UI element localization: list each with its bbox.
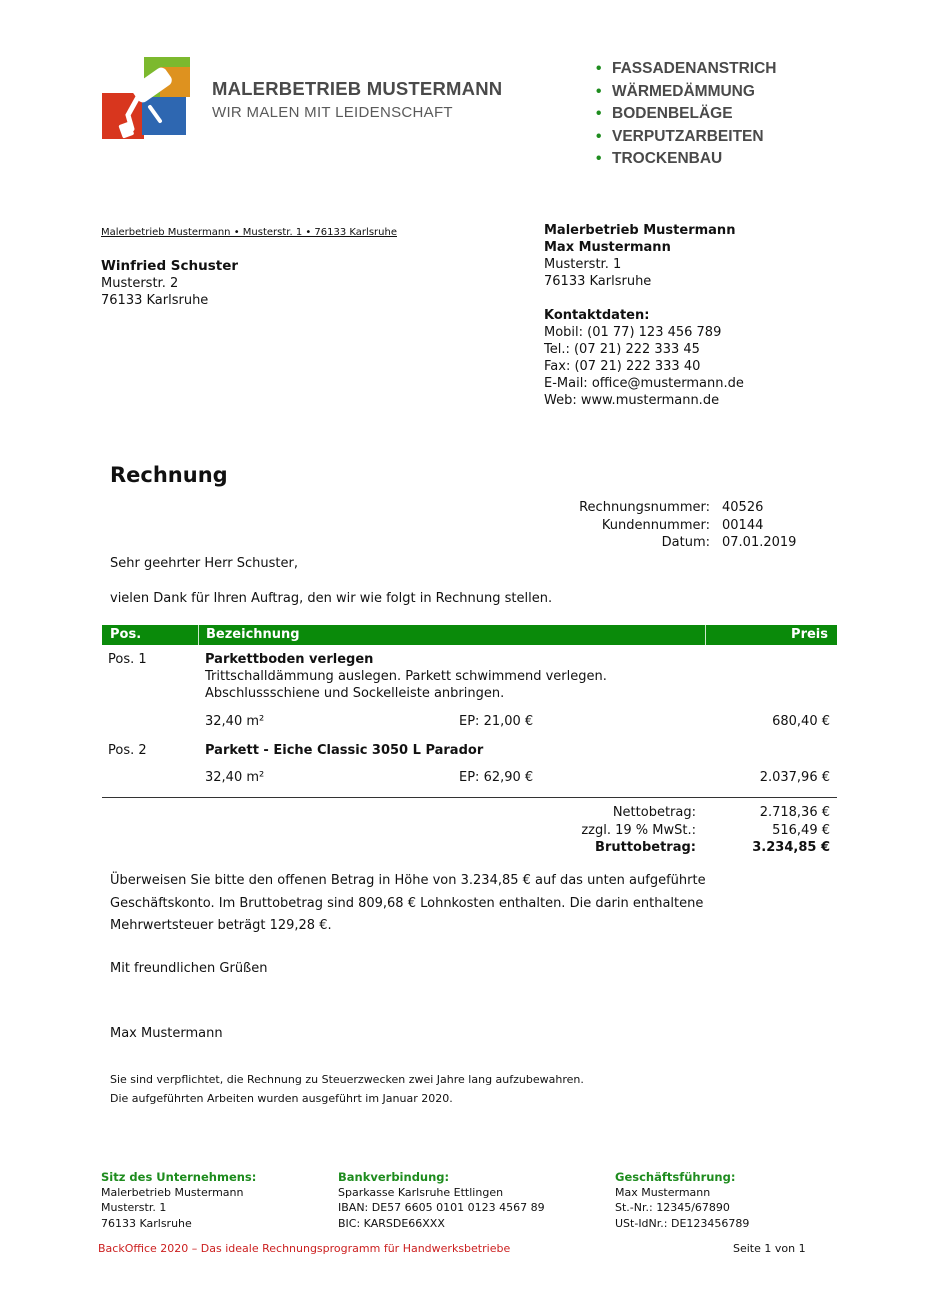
services-list <box>596 58 776 171</box>
recipient-address <box>101 258 238 309</box>
contact-company: Malerbetrieb Mustermann <box>544 223 736 238</box>
contact-heading: Kontaktdaten: <box>544 308 650 323</box>
recipient-name: Winfried Schuster <box>101 258 239 274</box>
contact-mobile: Mobil: (01 77) 123 456 789 <box>544 325 722 340</box>
gross-amount: 3.234,85 € <box>752 840 830 855</box>
invoice-date: 07.01.2019 <box>722 535 797 550</box>
bullet-icon: • <box>596 150 602 168</box>
row-total: 680,40 € <box>772 714 830 729</box>
contact-street: Musterstr. 1 <box>544 257 622 272</box>
row-description: Abschlussschiene und Sockelleiste anbringen. <box>205 686 505 701</box>
service-item: • FASSADENANSTRICH <box>596 58 776 81</box>
recipient-street: Musterstr. 2 <box>101 276 179 291</box>
invoice-number: 40526 <box>722 500 764 515</box>
signature-name: Max Mustermann <box>110 1026 223 1041</box>
salutation: Sehr geehrter Herr Schuster, <box>110 556 298 571</box>
intro-text: vielen Dank für Ihren Auftrag, den wir wie folgt in Rechnung stellen. <box>110 591 553 606</box>
service-item: • VERPUTZARBEITEN <box>596 126 776 149</box>
row-pos: Pos. 2 <box>108 743 147 758</box>
contact-fax: Fax: (07 21) 222 333 40 <box>544 359 701 374</box>
row-title: Parkettboden verlegen <box>205 652 374 667</box>
gross-label: Bruttobetrag: <box>595 840 696 855</box>
bullet-icon: • <box>596 82 602 100</box>
table-header <box>102 625 837 645</box>
company-slogan: WIR MALEN MIT LEIDENSCHAFT <box>212 104 453 121</box>
contact-phone: Tel.: (07 21) 222 333 45 <box>544 342 700 357</box>
legal-notes: Sie sind verpflichtet, die Rechnung zu Steuerzwecken zwei Jahre lang aufzubewahren. Die aufgeführten Arbeiten wurden ausgeführt im Januar 2020. <box>110 1073 584 1105</box>
payment-paragraph: Überweisen Sie bitte den offenen Betrag in Höhe von 3.234,85 € auf das unten aufgeführte Geschäftskonto. Im Bruttobetrag sind 809,68 € Lohnkosten enthalten. Die darin enthaltene Mehrwertsteuer beträgt 129,28 €. <box>110 873 706 933</box>
invoice-date-label: Datum: <box>661 535 710 550</box>
service-item: • BODENBELÄGE <box>596 103 776 126</box>
vat-label: zzgl. 19 % MwSt.: <box>581 822 696 838</box>
footer-management: Geschäftsführung: Max Mustermann St.-Nr.: 12345/67890 USt-IdNr.: DE123456789 <box>615 1170 750 1230</box>
column-pos: Pos. <box>110 627 142 642</box>
net-label: Nettobetrag: <box>612 805 696 820</box>
service-item: • WÄRMEDÄMMUNG <box>596 81 776 104</box>
contact-email: E-Mail: office@mustermann.de <box>544 376 744 391</box>
net-amount: 2.718,36 € <box>759 805 830 820</box>
footer-promo: BackOffice 2020 – Das ideale Rechnungsprogramm für Handwerksbetriebe <box>98 1242 511 1255</box>
contact-web: Web: www.mustermann.de <box>544 393 720 408</box>
customer-number-label: Kundennummer: <box>601 517 710 533</box>
row-title: Parkett - Eiche Classic 3050 L Parador <box>205 743 484 758</box>
footer-bank: Bankverbindung: Sparkasse Karlsruhe Ettlingen IBAN: DE57 6605 0101 0123 4567 89 BIC: KARSDE66XXX <box>338 1170 545 1230</box>
invoice-number-label: Rechnungsnummer: <box>579 500 710 515</box>
bullet-icon: • <box>596 105 602 123</box>
company-name: MALERBETRIEB MUSTERMANN <box>212 78 503 99</box>
totals-block <box>520 804 830 857</box>
recipient-city: 76133 Karlsruhe <box>101 293 209 308</box>
row-total: 2.037,96 € <box>759 770 830 785</box>
row-unit-price: EP: 21,00 € <box>459 714 534 729</box>
contact-person: Max Mustermann <box>544 240 671 255</box>
contact-block <box>544 222 744 409</box>
table-divider <box>102 797 837 798</box>
column-price: Preis <box>791 627 828 642</box>
customer-number: 00144 <box>722 517 764 533</box>
page-number: Seite 1 von 1 <box>733 1242 806 1255</box>
company-logo <box>102 57 192 141</box>
vat-amount: 516,49 € <box>772 822 830 838</box>
row-quantity: 32,40 m² <box>205 714 265 729</box>
row-description: Trittschalldämmung auslegen. Parkett schwimmend verlegen. <box>205 669 607 684</box>
row-quantity: 32,40 m² <box>205 770 265 785</box>
row-unit-price: EP: 62,90 € <box>459 770 534 785</box>
closing-greeting: Mit freundlichen Grüßen <box>110 961 268 976</box>
sender-return-line: Malerbetrieb Mustermann • Musterstr. 1 • 76133 Karlsruhe <box>101 227 397 238</box>
column-description: Bezeichnung <box>206 627 300 642</box>
service-item: • TROCKENBAU <box>596 148 776 171</box>
document-title: Rechnung <box>110 463 228 487</box>
footer-seat: Sitz des Unternehmens: Malerbetrieb Mustermann Musterstr. 1 76133 Karlsruhe <box>101 1170 257 1230</box>
contact-city: 76133 Karlsruhe <box>544 274 652 289</box>
bullet-icon: • <box>596 60 602 77</box>
row-pos: Pos. 1 <box>108 652 147 667</box>
invoice-meta <box>540 499 820 552</box>
bullet-icon: • <box>596 127 602 145</box>
